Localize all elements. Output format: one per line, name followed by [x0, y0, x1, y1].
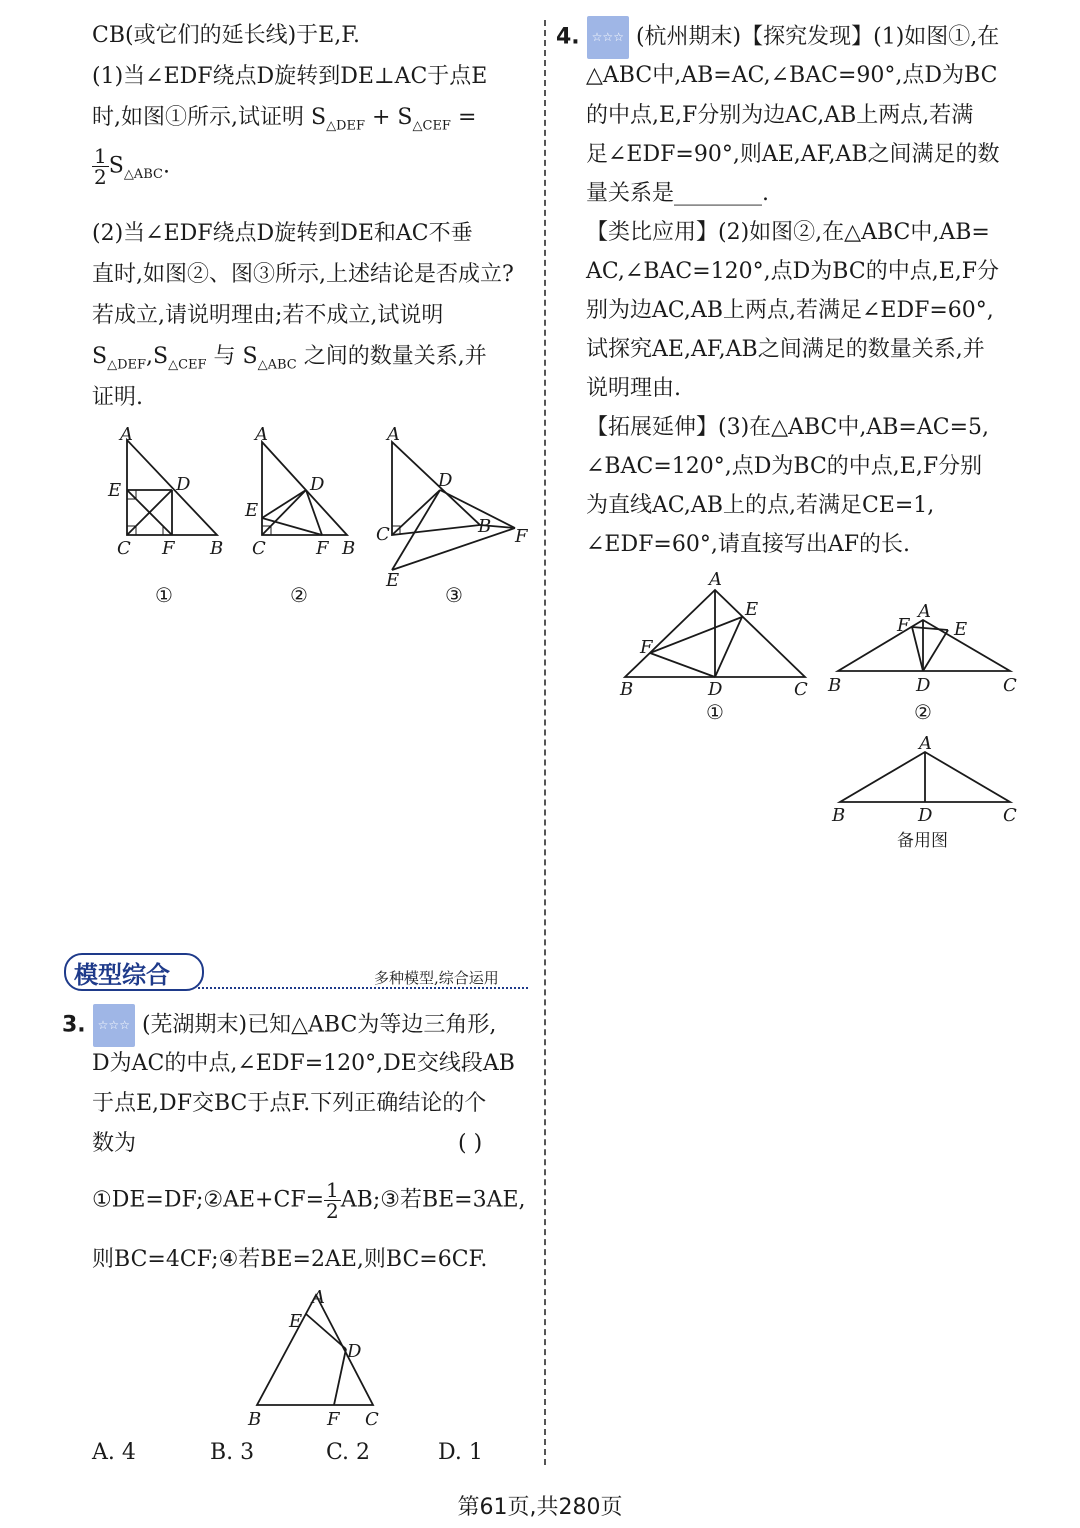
q4-figure-2 [827, 601, 1017, 696]
svg-text:A: A [918, 601, 931, 622]
svg-text:D: D [438, 470, 453, 491]
section-title: 模型综合 [74, 961, 170, 989]
difficulty-stars-icon: ☆☆☆ [587, 16, 629, 59]
q3-number: 3. [62, 1012, 86, 1038]
q3-option-a[interactable]: A. 4 [92, 1440, 136, 1465]
q4-spare-figure [831, 733, 1017, 826]
q3-option-b[interactable]: B. 3 [210, 1440, 255, 1465]
column-divider [544, 20, 546, 1465]
q4-fig1-caption: ① [706, 700, 724, 724]
q4-line7: AC,∠BAC=120°,点D为BC的中点,E,F分 [586, 259, 1000, 284]
q3-option-d[interactable]: D. 1 [438, 1440, 483, 1465]
svg-text:B: B [620, 679, 634, 700]
q2-continuation-line: CB(或它们的延长线)于E,F. [92, 23, 361, 48]
q2-part1-line1: (1)当∠EDF绕点D旋转到DE⊥AC于点E [92, 64, 488, 89]
svg-text:C: C [117, 538, 131, 559]
q4-line3: 的中点,E,F分别为边AC,AB上两点,若满 [586, 103, 974, 128]
svg-text:A: A [709, 569, 722, 590]
svg-text:E: E [245, 500, 259, 521]
fraction-one-half: $\frac{1}{2}$ [94, 144, 107, 189]
svg-text:D: D [310, 474, 325, 495]
svg-text:E: E [289, 1311, 303, 1332]
svg-text:F: F [897, 615, 910, 636]
svg-text:D: D [347, 1341, 362, 1362]
svg-text:F: F [162, 538, 175, 559]
svg-text:D: D [916, 675, 931, 696]
q4-line14: ∠EDF=60°,请直接写出AF的长. [586, 532, 910, 557]
svg-text:A: A [120, 424, 133, 445]
q4-line13: 为直线AC,AB上的点,若满足CE=1, [586, 493, 935, 518]
svg-text:A: A [255, 424, 268, 445]
difficulty-stars-icon: ☆☆☆ [93, 1004, 135, 1047]
q4-fig2-caption: ② [914, 700, 932, 724]
q2-fig1-caption: ① [155, 583, 173, 607]
svg-text:B: B [342, 538, 356, 559]
q2-part2-line3: 若成立,请说明理由;若不成立,试说明 [92, 303, 444, 328]
q4-line11: 【拓展延伸】(3)在△ABC中,AB=AC=5, [586, 415, 990, 440]
svg-text:E: E [745, 599, 759, 620]
q4-line10: 说明理由. [586, 376, 681, 401]
q2-part2-line5: 证明. [92, 385, 143, 410]
page-number-footer: 第61页,共280页 [457, 1495, 623, 1520]
q2-part1-line2: 时,如图①所示,试证明 $S_{\triangle DEF} + S_{\triangle CEF}$ = [92, 105, 477, 134]
q3-statements-line2: 则BC=4CF;④若BE=2AE,则BC=6CF. [92, 1247, 488, 1272]
q3-answer-paren: ( ) [458, 1131, 483, 1156]
q2-part1-line3: $\frac{1}{2}$ $S_{\triangle ABC}$. [94, 144, 170, 189]
q4-figure-1 [619, 569, 808, 700]
svg-text:B: B [832, 805, 846, 826]
q2-figure-1 [107, 424, 223, 559]
svg-text:C: C [1003, 675, 1017, 696]
fraction-one-half: $\frac{1}{2}$ [326, 1178, 339, 1223]
svg-text:C: C [1003, 805, 1017, 826]
svg-text:E: E [954, 619, 968, 640]
q4-line1: 4. ☆☆☆ (杭州期末)【探究发现】(1)如图①,在 [556, 16, 999, 59]
q4-line9: 试探究AE,AF,AB之间满足的数量关系,并 [586, 337, 985, 362]
q3-line4: 数为 [92, 1131, 137, 1156]
q2-figure-3 [376, 424, 529, 591]
q2-figures [100, 420, 540, 610]
q2-part2-line1: (2)当∠EDF绕点D旋转到DE和AC不垂 [92, 221, 473, 246]
svg-text:E: E [108, 480, 122, 501]
svg-text:C: C [365, 1409, 379, 1430]
svg-text:A: A [919, 733, 932, 754]
q2-fig2-caption: ② [290, 583, 308, 607]
svg-text:C: C [376, 524, 390, 545]
q3-statements-line1: ①DE=DF;②AE+CF= $\frac{1}{2}$ AB;③若BE=3AE, [92, 1178, 526, 1223]
q3-figure [240, 1285, 400, 1435]
q2-part2-line2: 直时,如图②、图③所示,上述结论是否成立? [92, 262, 514, 287]
q4-spare-caption: 备用图 [897, 831, 948, 851]
svg-text:B: B [210, 538, 224, 559]
svg-text:E: E [386, 570, 400, 591]
q4-line12: ∠BAC=120°,点D为BC的中点,E,F分别 [586, 454, 983, 479]
svg-text:B: B [248, 1409, 262, 1430]
q3-line1: 3. ☆☆☆ (芜湖期末)已知△ABC为等边三角形, [62, 1004, 496, 1047]
q4-figures [610, 565, 1040, 865]
q4-line5: 量关系是________. [586, 181, 769, 206]
q4-line6: 【类比应用】(2)如图②,在△ABC中,AB= [586, 220, 990, 245]
q2-fig3-caption: ③ [445, 583, 463, 607]
svg-text:F: F [316, 538, 329, 559]
q2-figure-2 [244, 424, 355, 559]
q4-line2: △ABC中,AB=AC,∠BAC=90°,点D为BC [586, 63, 998, 88]
svg-text:D: D [708, 679, 723, 700]
svg-text:B: B [828, 675, 842, 696]
q3-option-c[interactable]: C. 2 [326, 1440, 371, 1465]
svg-text:C: C [794, 679, 808, 700]
q2-part2-line4: $S_{\triangle DEF},S_{\triangle CEF}$ 与 $S_{\triangle ABC}$ 之间的数量关系,并 [92, 344, 487, 373]
svg-text:A: A [312, 1287, 325, 1308]
q4-number: 4. [556, 24, 580, 50]
q4-line4: 足∠EDF=90°,则AE,AF,AB之间满足的数 [586, 142, 1000, 167]
svg-text:D: D [176, 474, 191, 495]
q3-line3: 于点E,DF交BC于点F.下列正确结论的个 [92, 1091, 487, 1116]
q3-line2: D为AC的中点,∠EDF=120°,DE交线段AB [92, 1051, 515, 1076]
svg-text:F: F [327, 1409, 340, 1430]
svg-text:F: F [640, 637, 653, 658]
svg-text:C: C [252, 538, 266, 559]
svg-text:D: D [918, 805, 933, 826]
q4-line8: 别为边AC,AB上两点,若满足∠EDF=60°, [586, 298, 994, 323]
section-subtitle: 多种模型,综合运用 [374, 969, 499, 987]
svg-text:A: A [387, 424, 400, 445]
svg-text:F: F [515, 526, 528, 547]
svg-text:B: B [478, 516, 492, 537]
